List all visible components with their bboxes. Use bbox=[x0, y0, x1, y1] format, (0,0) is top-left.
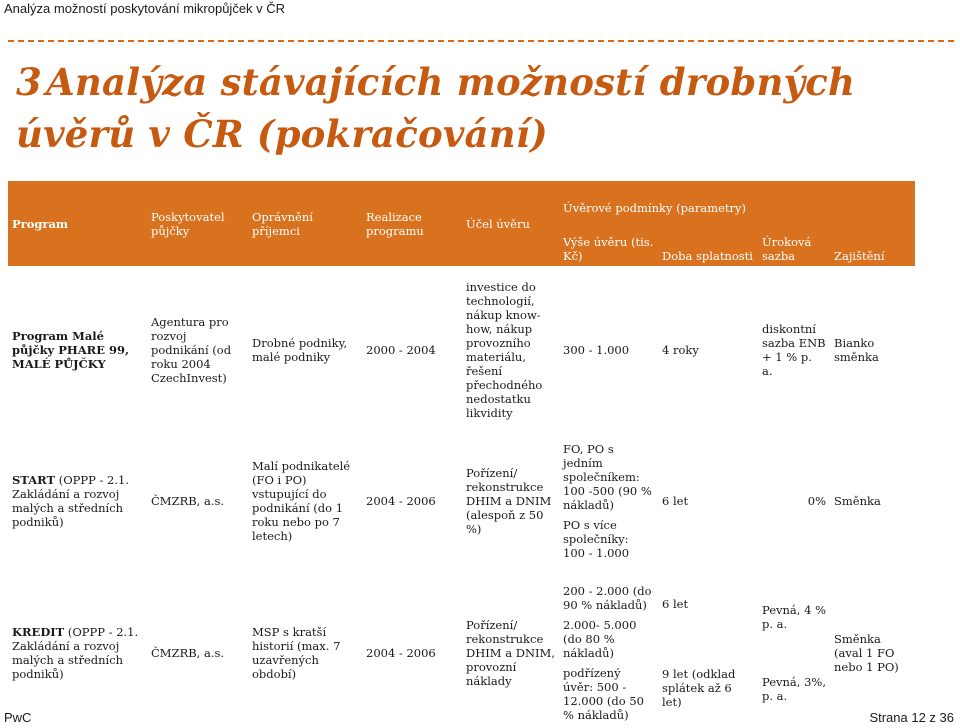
cell-purpose: investice do technologií, nákup know-how, nákup provozního materiálu, řešení přechodného nedostatku likvidity bbox=[466, 280, 543, 420]
cell-program bbox=[8, 578, 147, 728]
col-header-purpose: Účel úvěru bbox=[462, 181, 559, 266]
program-name: START bbox=[12, 473, 56, 487]
table-row bbox=[8, 278, 915, 422]
loan-programs-table bbox=[8, 181, 915, 728]
cell-recipients: Drobné podniky, malé podniky bbox=[252, 336, 348, 364]
duration-option: 6 let bbox=[662, 597, 689, 611]
page-title bbox=[16, 56, 956, 160]
cell-duration bbox=[658, 578, 758, 728]
cell-provider: Agentura pro rozvoj podnikání (od roku 2004 CzechInvest) bbox=[151, 315, 232, 385]
cell-period: 2004 - 2006 bbox=[366, 646, 436, 660]
program-note: (OPPP - 2.1. Zakládání a rozvoj malých a středních podniků) bbox=[12, 473, 130, 529]
cell-program bbox=[8, 440, 147, 562]
footer-company: PwC bbox=[4, 710, 32, 725]
table-header-row bbox=[8, 181, 915, 233]
amount-option: 2.000- 5.000 (do 80 % nákladů) bbox=[563, 618, 637, 660]
amount-option: PO s více společníky: 100 - 1.000 bbox=[563, 518, 630, 560]
program-name: KREDIT bbox=[12, 625, 65, 639]
amount-option: podřízený úvěr: 500 - 12.000 (do 50 % nákladů) bbox=[563, 666, 644, 722]
cell-duration: 6 let bbox=[662, 494, 689, 508]
program-note: (OPPP - 2.1. Zakládání a rozvoj malých a středních podniků) bbox=[12, 625, 139, 681]
cell-period: 2000 - 2004 bbox=[366, 343, 436, 357]
page-number: Strana 12 z 36 bbox=[869, 710, 954, 725]
cell-provider: ČMZRB, a.s. bbox=[151, 494, 225, 508]
col-header-provider: Poskytovatel půjčky bbox=[147, 181, 248, 266]
cell-duration: 4 roky bbox=[662, 343, 699, 357]
table-row bbox=[8, 440, 915, 562]
cell-period: 2004 - 2006 bbox=[366, 494, 436, 508]
cell-amount bbox=[559, 578, 658, 728]
col-header-collateral: Zajištění bbox=[830, 233, 915, 266]
col-header-period: Realizace programu bbox=[362, 181, 462, 266]
amount-option: 200 - 2.000 (do 90 % nákladů) bbox=[563, 584, 652, 612]
cell-rate: 0% bbox=[807, 494, 826, 508]
col-header-rate: Úroková sazba bbox=[758, 233, 830, 266]
cell-rate bbox=[758, 578, 830, 728]
cell-program: Program Malé půjčky PHARE 99, MALÉ PŮJČKY bbox=[12, 329, 129, 371]
table-row bbox=[8, 578, 915, 728]
title-divider bbox=[8, 40, 954, 42]
rate-option: Pevná, 3%, p. a. bbox=[762, 675, 826, 703]
amount-option: FO, PO s jedním společníkem: 100 -500 (90 % nákladů) bbox=[563, 442, 652, 512]
cell-recipients: Malí podnikatelé (FO i PO) vstupující do podnikání (do 1 roku nebo po 7 letech) bbox=[252, 459, 351, 543]
cell-provider: ČMZRB, a.s. bbox=[151, 646, 225, 660]
cell-collateral: Směnka (aval 1 FO nebo 1 PO) bbox=[834, 632, 899, 674]
section-title-text: Analýza stávajících možností drobných úvěrů v ČR (pokračování) bbox=[16, 60, 856, 156]
col-header-duration: Doba splatnosti bbox=[658, 233, 758, 266]
document-footer bbox=[0, 708, 960, 728]
cell-recipients: MSP s kratší historií (max. 7 uzavřených období) bbox=[252, 625, 341, 681]
cell-amount bbox=[559, 440, 658, 562]
cell-collateral: Směnka bbox=[834, 494, 881, 508]
col-header-program: Program bbox=[8, 181, 147, 266]
document-header-title: Analýza možností poskytování mikropůjček v ČR bbox=[4, 1, 286, 16]
col-header-conditions-group: Úvěrové podmínky (parametry) bbox=[559, 181, 915, 233]
col-header-recipients: Oprávnění příjemci bbox=[248, 181, 362, 266]
duration-option: 9 let (odklad splátek až 6 let) bbox=[662, 667, 736, 709]
section-number: 3 bbox=[16, 60, 42, 104]
col-header-amount: Výše úvěru (tis. Kč) bbox=[559, 233, 658, 266]
cell-amount: 300 - 1.000 bbox=[563, 343, 630, 357]
cell-purpose: Pořízení/ rekonstrukce DHIM a DNIM, provozní náklady bbox=[466, 618, 555, 688]
cell-collateral: Bianko směnka bbox=[834, 336, 879, 364]
rate-option: Pevná, 4 % p. a. bbox=[762, 603, 826, 631]
cell-rate: diskontní sazba ENB + 1 % p. a. bbox=[762, 322, 826, 378]
document-header bbox=[0, 0, 960, 20]
cell-purpose: Pořízení/ rekonstrukce DHIM a DNIM (alespoň z 50 %) bbox=[466, 466, 552, 536]
